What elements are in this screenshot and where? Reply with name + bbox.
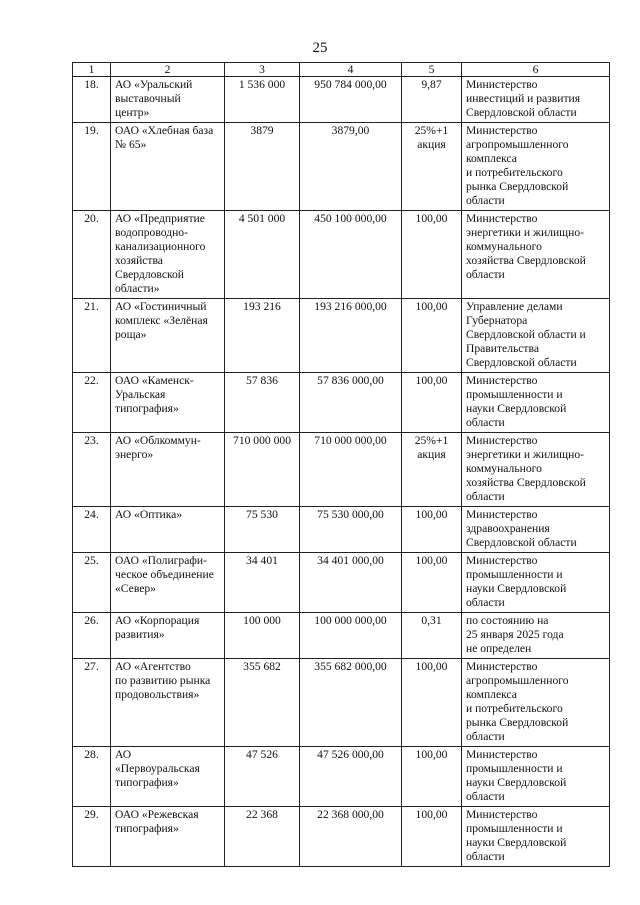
table-row: [73, 211, 610, 299]
stake-percent-line: 100,00: [415, 300, 448, 313]
responsible-authority-cell: [462, 659, 610, 747]
organization-name-line: АО «Облкоммун-: [115, 434, 201, 447]
stake-percent-line: 25%+1: [414, 124, 449, 137]
stake-percent-line: акция: [417, 448, 446, 461]
column-header: 1: [73, 63, 111, 77]
shares-text: 710 000 000: [233, 434, 291, 447]
charter-capital-cell: [300, 373, 402, 433]
responsible-authority-line: области: [466, 490, 505, 503]
responsible-authority-line: здравоохранения: [466, 522, 550, 535]
charter-capital-cell: [300, 77, 402, 123]
organization-name-cell: [111, 613, 225, 659]
stake-percent-cell: [402, 613, 462, 659]
organization-name-cell: [111, 211, 225, 299]
responsible-authority-line: Министерство: [466, 660, 538, 673]
organization-name-cell: [111, 77, 225, 123]
shares-count-cell: [225, 553, 300, 613]
shares-count-cell: [225, 807, 300, 867]
responsible-authority-line: энергетики и жилищно-: [466, 226, 584, 239]
enterprises-table: [72, 62, 610, 867]
table-row: [73, 373, 610, 433]
stake-percent-cell: [402, 373, 462, 433]
responsible-authority-line: инвестиций и развития: [466, 92, 581, 105]
row-number-cell: [73, 433, 111, 507]
responsible-authority-line: области: [466, 730, 505, 743]
responsible-authority-line: промышленности и: [466, 762, 563, 775]
shares-count-cell: [225, 613, 300, 659]
row-number-cell: [73, 373, 111, 433]
shares-text: 47 526: [246, 748, 278, 761]
shares-text: 34 401: [246, 554, 278, 567]
responsible-authority-line: области: [466, 790, 505, 803]
charter-capital-cell: [300, 747, 402, 807]
capital-text: 22 368 000,00: [317, 808, 384, 821]
stake-percent-line: 25%+1: [414, 434, 449, 447]
row-number-cell: [73, 123, 111, 211]
organization-name-line: АО «Гостиничный: [115, 300, 207, 313]
stake-percent-line: 100,00: [415, 660, 448, 673]
num-text: 29.: [84, 808, 99, 821]
organization-name-line: ОАО «Полиграфи-: [115, 554, 207, 567]
organization-name-line: развития»: [115, 628, 165, 641]
organization-name-cell: [111, 747, 225, 807]
shares-text: 4 501 000: [238, 212, 286, 225]
organization-name-line: АО «Оптика»: [115, 508, 183, 521]
organization-name-line: АО «Агентство: [115, 660, 191, 673]
responsible-authority-cell: [462, 507, 610, 553]
capital-text: 710 000 000,00: [314, 434, 387, 447]
capital-text: 47 526 000,00: [317, 748, 384, 761]
column-header: 4: [300, 63, 402, 77]
organization-name-cell: [111, 659, 225, 747]
responsible-authority-cell: [462, 299, 610, 373]
organization-name-cell: [111, 373, 225, 433]
column-header: 2: [111, 63, 225, 77]
responsible-authority-cell: [462, 211, 610, 299]
organization-name-cell: [111, 299, 225, 373]
capital-text: 193 216 000,00: [314, 300, 387, 313]
organization-name-line: № 65»: [115, 138, 147, 151]
row-number-cell: [73, 613, 111, 659]
capital-text: 950 784 000,00: [314, 78, 387, 91]
responsible-authority-line: Министерство: [466, 554, 538, 567]
responsible-authority-line: и потребительского: [466, 166, 563, 179]
organization-name-line: типография»: [115, 776, 179, 789]
responsible-authority-line: науки Свердловской: [466, 776, 567, 789]
stake-percent-cell: [402, 807, 462, 867]
capital-text: 450 100 000,00: [314, 212, 387, 225]
table-row: [73, 507, 610, 553]
shares-count-cell: [225, 373, 300, 433]
shares-text: 193 216: [243, 300, 281, 313]
responsible-authority-line: коммунального: [466, 462, 542, 475]
organization-name-line: типография»: [115, 402, 179, 415]
organization-name-line: ОАО «Режевская: [115, 808, 199, 821]
responsible-authority-line: Правительства: [466, 342, 539, 355]
stake-percent-line: 100,00: [415, 748, 448, 761]
capital-text: 57 836 000,00: [317, 374, 384, 387]
organization-name-line: области»: [115, 282, 160, 295]
organization-name-line: АО «Уральский: [115, 78, 193, 91]
responsible-authority-line: Управление делами: [466, 300, 563, 313]
organization-name-line: Уральская: [115, 388, 166, 401]
organization-name-line: выставочный: [115, 92, 181, 105]
responsible-authority-line: агропромышленного: [466, 674, 569, 687]
stake-percent-cell: [402, 659, 462, 747]
shares-text: 355 682: [243, 660, 281, 673]
shares-text: 22 368: [246, 808, 278, 821]
shares-count-cell: [225, 507, 300, 553]
responsible-authority-line: комплекса: [466, 688, 517, 701]
stake-percent-line: 100,00: [415, 554, 448, 567]
stake-percent-cell: [402, 553, 462, 613]
num-text: 23.: [84, 434, 99, 447]
row-number-cell: [73, 299, 111, 373]
stake-percent-cell: [402, 299, 462, 373]
organization-name-cell: [111, 123, 225, 211]
organization-name-line: водопроводно-: [115, 226, 188, 239]
responsible-authority-cell: [462, 613, 610, 659]
responsible-authority-cell: [462, 123, 610, 211]
organization-name-line: Свердловской: [115, 268, 185, 281]
organization-name-line: центр»: [115, 106, 150, 119]
responsible-authority-line: Министерство: [466, 808, 538, 821]
organization-name-line: АО «Предприятие: [115, 212, 205, 225]
responsible-authority-line: Министерство: [466, 434, 538, 447]
organization-name-line: хозяйства: [115, 254, 163, 267]
organization-name-line: продовольствия»: [115, 688, 200, 701]
num-text: 28.: [84, 748, 99, 761]
responsible-authority-line: энергетики и жилищно-: [466, 448, 584, 461]
stake-percent-cell: [402, 77, 462, 123]
stake-percent-cell: [402, 123, 462, 211]
responsible-authority-line: Свердловской области и: [466, 328, 586, 341]
column-header: 3: [225, 63, 300, 77]
num-text: 18.: [84, 78, 99, 91]
table-body: [73, 77, 610, 867]
stake-percent-line: акция: [417, 138, 446, 151]
responsible-authority-line: Свердловской области: [466, 356, 577, 369]
responsible-authority-cell: [462, 77, 610, 123]
num-text: 19.: [84, 124, 99, 137]
responsible-authority-line: Министерство: [466, 78, 538, 91]
responsible-authority-line: агропромышленного: [466, 138, 569, 151]
responsible-authority-line: промышленности и: [466, 822, 563, 835]
responsible-authority-line: Министерство: [466, 374, 538, 387]
responsible-authority-line: не определен: [466, 642, 532, 655]
table-header-row: [73, 63, 610, 77]
capital-text: 75 530 000,00: [317, 508, 384, 521]
organization-name-line: «Первоуральская: [115, 762, 200, 775]
responsible-authority-line: и потребительского: [466, 702, 563, 715]
responsible-authority-cell: [462, 433, 610, 507]
shares-count-cell: [225, 299, 300, 373]
organization-name-cell: [111, 553, 225, 613]
responsible-authority-line: коммунального: [466, 240, 542, 253]
charter-capital-cell: [300, 659, 402, 747]
shares-text: 75 530: [246, 508, 278, 521]
table-row: [73, 553, 610, 613]
shares-count-cell: [225, 123, 300, 211]
shares-count-cell: [225, 659, 300, 747]
stake-percent-line: 100,00: [415, 212, 448, 225]
table-row: [73, 433, 610, 507]
shares-text: 100 000: [243, 614, 281, 627]
responsible-authority-line: комплекса: [466, 152, 517, 165]
responsible-authority-cell: [462, 747, 610, 807]
shares-count-cell: [225, 433, 300, 507]
stake-percent-cell: [402, 747, 462, 807]
responsible-authority-cell: [462, 373, 610, 433]
responsible-authority-line: науки Свердловской: [466, 582, 567, 595]
charter-capital-cell: [300, 613, 402, 659]
stake-percent-line: 9,87: [421, 78, 442, 91]
organization-name-line: комплекс «Зелёная: [115, 314, 208, 327]
responsible-authority-cell: [462, 807, 610, 867]
shares-count-cell: [225, 747, 300, 807]
num-text: 24.: [84, 508, 99, 521]
responsible-authority-line: области: [466, 416, 505, 429]
column-header: 6: [462, 63, 610, 77]
organization-name-line: ОАО «Хлебная база: [115, 124, 214, 137]
responsible-authority-line: области: [466, 596, 505, 609]
stake-percent-line: 100,00: [415, 808, 448, 821]
row-number-cell: [73, 747, 111, 807]
organization-name-cell: [111, 507, 225, 553]
num-text: 21.: [84, 300, 99, 313]
shares-text: 57 836: [246, 374, 278, 387]
responsible-authority-line: области: [466, 850, 505, 863]
responsible-authority-line: науки Свердловской: [466, 402, 567, 415]
stake-percent-line: 100,00: [415, 508, 448, 521]
organization-name-cell: [111, 433, 225, 507]
row-number-cell: [73, 659, 111, 747]
charter-capital-cell: [300, 123, 402, 211]
responsible-authority-cell: [462, 553, 610, 613]
table-row: [73, 659, 610, 747]
responsible-authority-line: хозяйства Свердловской: [466, 254, 586, 267]
stake-percent-cell: [402, 507, 462, 553]
responsible-authority-line: Свердловской области: [466, 106, 577, 119]
table-row: [73, 123, 610, 211]
table-row: [73, 77, 610, 123]
organization-name-line: ческое объединение: [115, 568, 214, 581]
responsible-authority-line: Министерство: [466, 508, 538, 521]
row-number-cell: [73, 807, 111, 867]
responsible-authority-line: Губернатора: [466, 314, 528, 327]
responsible-authority-line: по состоянию на: [466, 614, 549, 627]
num-text: 26.: [84, 614, 99, 627]
column-header: 5: [402, 63, 462, 77]
responsible-authority-line: 25 января 2025 года: [466, 628, 564, 641]
organization-name-line: роща»: [115, 328, 147, 341]
num-text: 27.: [84, 660, 99, 673]
charter-capital-cell: [300, 807, 402, 867]
responsible-authority-line: Министерство: [466, 124, 538, 137]
responsible-authority-line: Министерство: [466, 748, 538, 761]
charter-capital-cell: [300, 433, 402, 507]
responsible-authority-line: промышленности и: [466, 568, 563, 581]
table-row: [73, 807, 610, 867]
capital-text: 100 000 000,00: [314, 614, 387, 627]
organization-name-line: типография»: [115, 822, 179, 835]
row-number-cell: [73, 211, 111, 299]
shares-text: 3879: [250, 124, 274, 137]
organization-name-line: АО «Корпорация: [115, 614, 200, 627]
num-text: 25.: [84, 554, 99, 567]
organization-name-line: по развитию рынка: [115, 674, 211, 687]
responsible-authority-line: рынка Свердловской: [466, 180, 569, 193]
capital-text: 355 682 000,00: [314, 660, 387, 673]
organization-name-line: «Север»: [115, 582, 156, 595]
num-text: 22.: [84, 374, 99, 387]
responsible-authority-line: науки Свердловской: [466, 836, 567, 849]
responsible-authority-line: промышленности и: [466, 388, 563, 401]
shares-count-cell: [225, 211, 300, 299]
stake-percent-line: 100,00: [415, 374, 448, 387]
stake-percent-cell: [402, 211, 462, 299]
responsible-authority-line: области: [466, 194, 505, 207]
num-text: 20.: [84, 212, 99, 225]
row-number-cell: [73, 507, 111, 553]
responsible-authority-line: хозяйства Свердловской: [466, 476, 586, 489]
charter-capital-cell: [300, 507, 402, 553]
stake-percent-cell: [402, 433, 462, 507]
table-row: [73, 613, 610, 659]
capital-text: 34 401 000,00: [317, 554, 384, 567]
responsible-authority-line: рынка Свердловской: [466, 716, 569, 729]
responsible-authority-line: области: [466, 268, 505, 281]
organization-name-line: ОАО «Каменск-: [115, 374, 194, 387]
row-number-cell: [73, 553, 111, 613]
stake-percent-line: 0,31: [421, 614, 442, 627]
row-number-cell: [73, 77, 111, 123]
table-row: [73, 299, 610, 373]
organization-name-line: энерго»: [115, 448, 154, 461]
organization-name-line: канализационного: [115, 240, 206, 253]
table-row: [73, 747, 610, 807]
charter-capital-cell: [300, 299, 402, 373]
charter-capital-cell: [300, 553, 402, 613]
charter-capital-cell: [300, 211, 402, 299]
responsible-authority-line: Свердловской области: [466, 536, 577, 549]
shares-count-cell: [225, 77, 300, 123]
capital-text: 3879,00: [331, 124, 370, 137]
responsible-authority-line: Министерство: [466, 212, 538, 225]
organization-name-cell: [111, 807, 225, 867]
page-number: 25: [312, 40, 328, 56]
shares-text: 1 536 000: [238, 78, 286, 91]
organization-name-line: АО: [115, 748, 132, 761]
